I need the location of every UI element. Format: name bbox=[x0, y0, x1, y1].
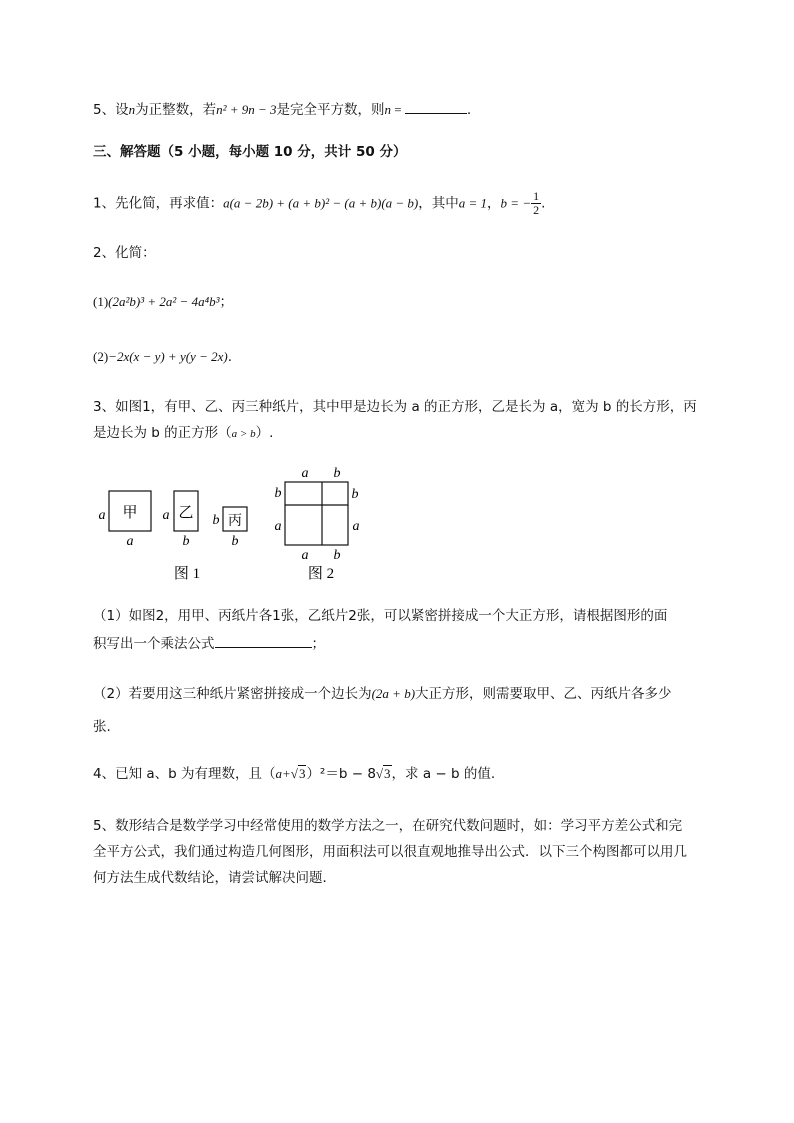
p3-sub1-answer-blank[interactable] bbox=[215, 635, 312, 648]
fig1-bing-side-b: b bbox=[212, 513, 220, 528]
p1-cond-b: b = − bbox=[500, 195, 532, 211]
p3-sub1-line2-text: 积写出一个乘法公式 bbox=[93, 636, 215, 652]
q5-answer-blank[interactable] bbox=[405, 101, 467, 114]
p1-prefix: 1、先化简，再求值： bbox=[93, 195, 224, 212]
figures bbox=[0, 455, 794, 590]
p1-fraction bbox=[531, 190, 541, 217]
fig2-outer-square bbox=[285, 482, 348, 545]
p4-sqrt3-b: √3 bbox=[375, 766, 391, 781]
p1-mid: ，其中 bbox=[418, 195, 459, 212]
problem4 bbox=[93, 764, 495, 784]
fig1-caption: 图 1 bbox=[173, 566, 201, 582]
figure2 bbox=[275, 466, 360, 582]
fig2-top-a: a bbox=[301, 466, 309, 481]
p4-prefix: 4、已知 a、b 为有理数，且（ bbox=[93, 766, 276, 782]
problem3-sub1-line1: （1）如图2，用甲、丙纸片各1张，乙纸片2张，可以紧密拼接成一个大正方形，请根据图形的面 bbox=[93, 608, 668, 624]
problem2-sub1 bbox=[93, 292, 233, 312]
problem3-sub2-line1 bbox=[93, 684, 672, 704]
p2-sub1-end: ； bbox=[219, 294, 233, 310]
q5-fill-line bbox=[93, 100, 471, 120]
p2-sub1-label: (1) bbox=[93, 294, 109, 309]
q5-var-n2: n bbox=[384, 102, 392, 117]
problem2-sub2 bbox=[93, 347, 232, 367]
fig1-yi-bottom-b: b bbox=[182, 534, 190, 549]
fig2-bottom-b: b bbox=[333, 548, 341, 563]
problem5-line3: 何方法生成代数结论，请尝试解决问题． bbox=[93, 870, 336, 886]
problem1 bbox=[93, 190, 545, 217]
p4-a-plus: a+ bbox=[275, 766, 291, 781]
problem3-line2 bbox=[93, 423, 273, 444]
q5-end: . bbox=[466, 102, 472, 118]
problem3-sub2-line2: 张. bbox=[93, 719, 111, 735]
fig1-bing-bottom-b: b bbox=[231, 534, 239, 549]
p1-end: . bbox=[541, 195, 546, 212]
problem5-line1: 5、数形结合是数学学习中经常使用的数学方法之一，在研究代数问题时，如：学习平方差公式和完 bbox=[93, 818, 683, 834]
p3-line2-end: ）. bbox=[255, 425, 274, 441]
q5-eq: = bbox=[391, 102, 405, 117]
p3-sub2-expression: (2a + b) bbox=[371, 686, 416, 701]
p3-condition: a > b bbox=[231, 428, 256, 440]
p2-sub2-end: . bbox=[227, 349, 232, 365]
p2-sub2-expression: −2x(x − y) + y(y − 2x) bbox=[108, 349, 228, 364]
p1-frac-num: 1 bbox=[533, 189, 540, 203]
p3-line2-prefix: 是边长为 b 的正方形（ bbox=[93, 425, 232, 441]
fig1-bing-label: 丙 bbox=[228, 514, 242, 529]
problem3-line1: 3、如图1，有甲、乙、丙三种纸片，其中甲是边长为 a 的正方形，乙是长为 a，宽为 b 的长方形，丙 bbox=[93, 399, 697, 415]
p3-sub1-end: ； bbox=[311, 636, 325, 652]
p4-mid: ）²＝b − 8 bbox=[306, 766, 376, 782]
problem2-title: 2、化简： bbox=[93, 245, 156, 261]
p3-sub2-post: 大正方形，则需要取甲、乙、丙纸片各多少 bbox=[415, 686, 672, 702]
p1-cond-a: a = 1 bbox=[458, 195, 488, 211]
p4-post: ，求 a − b 的值. bbox=[391, 766, 496, 782]
fig1-yi-label: 乙 bbox=[178, 505, 194, 521]
p2-sub1-expression: (2a²b)³ + 2a² − 4a⁴b³ bbox=[108, 294, 220, 309]
p1-expression: a(a − 2b) + (a + b)² − (a + b)(a − b) bbox=[223, 195, 419, 211]
fig1-jia-label: 甲 bbox=[122, 505, 138, 521]
p2-sub2-label: (2) bbox=[93, 349, 109, 364]
section3-title: 三、解答题（5 小题，每小题 10 分，共计 50 分） bbox=[93, 144, 407, 160]
problem3-sub1-line2 bbox=[93, 634, 325, 654]
q5-prefix: 5、设 bbox=[93, 102, 129, 118]
fig2-caption: 图 2 bbox=[307, 566, 335, 582]
fig1-yi-side-a: a bbox=[162, 508, 170, 523]
fig1-jia-side-a: a bbox=[98, 508, 106, 523]
q5-mid: 为正整数，若 bbox=[135, 102, 217, 118]
fig1-jia-bottom-a: a bbox=[126, 534, 134, 549]
fig2-left-b: b bbox=[274, 486, 282, 501]
problem5-line2: 全平方公式，我们通过构造几何图形，用面积法可以很直观地推导出公式．以下三个构图都可以用几 bbox=[93, 844, 687, 860]
p1-sep: ， bbox=[487, 195, 501, 212]
p3-sub2-prefix: （2）若要用这三种纸片紧密拼接成一个边长为 bbox=[93, 686, 372, 702]
p4-sqrt3: √3 bbox=[290, 766, 306, 781]
fig2-left-a: a bbox=[274, 519, 282, 534]
p1-frac-den: 2 bbox=[533, 203, 540, 217]
fig2-top-b: b bbox=[333, 466, 341, 481]
fig2-right-b: b bbox=[351, 487, 359, 502]
fig2-right-a: a bbox=[352, 519, 360, 534]
q5-var-n: n bbox=[128, 102, 136, 117]
q5-expression: n² + 9n − 3 bbox=[216, 102, 277, 117]
fig2-bottom-a: a bbox=[301, 548, 309, 563]
figure1 bbox=[99, 491, 248, 582]
q5-post: 是完全平方数，则 bbox=[276, 102, 385, 118]
